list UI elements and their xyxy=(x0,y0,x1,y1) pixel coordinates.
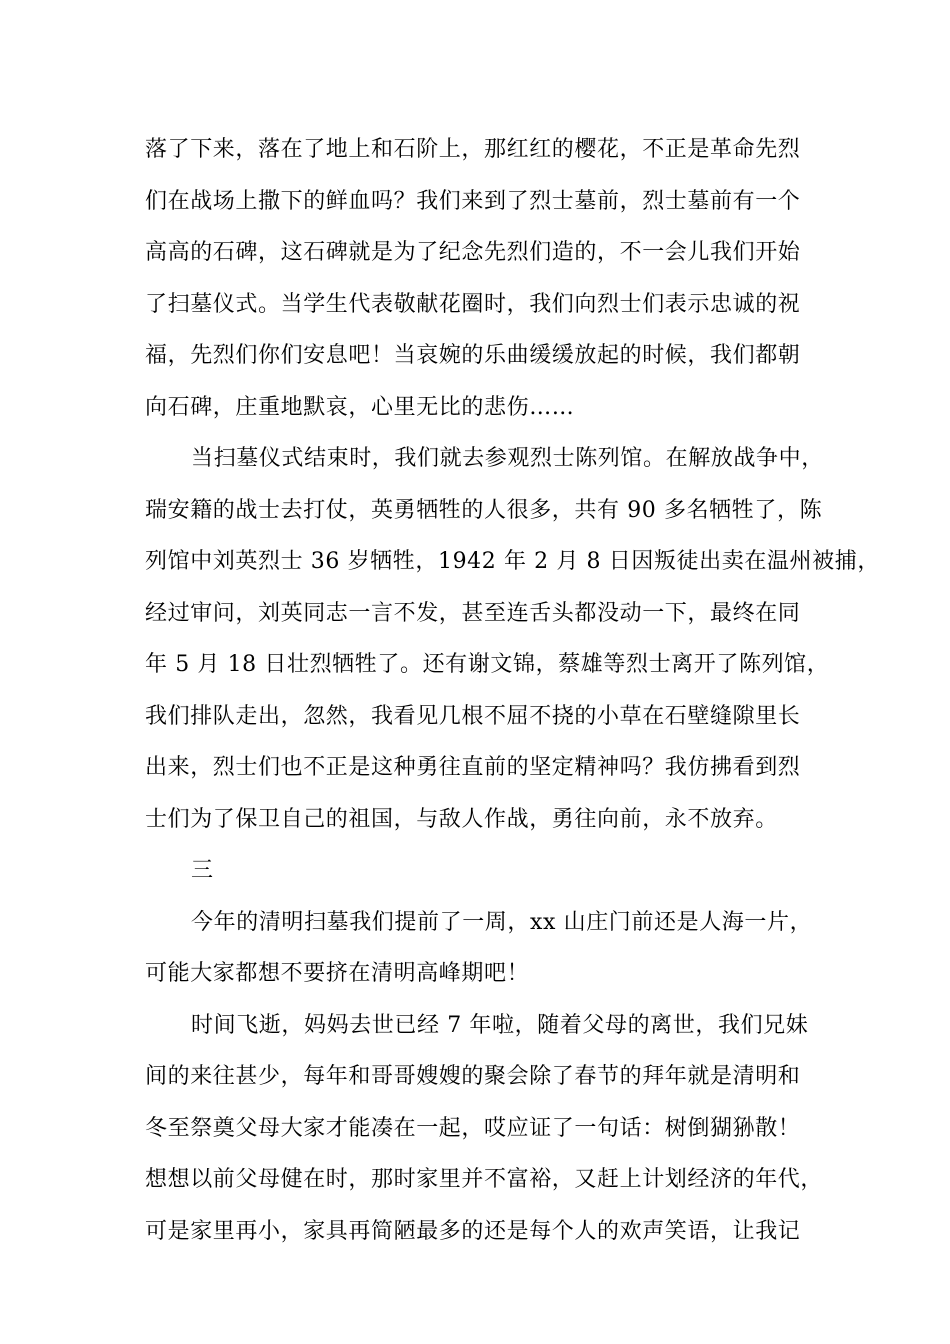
paragraph-start-line: 当扫墓仪式结束时，我们就去参观烈士陈列馆。在解放战争中， xyxy=(191,446,824,471)
text-line: 可是家里再小，家具再简陋最多的还是每个人的欢声笑语，让我记 xyxy=(145,1218,801,1244)
text-line: 我们排队走出，忽然，我看见几根不屈不挠的小草在石壁缝隙里长 xyxy=(145,703,801,729)
text-line: 士们为了保卫自己的祖国，与敌人作战，勇往向前，永不放弃。 xyxy=(145,806,778,832)
text-line: 瑞安籍的战士去打仗，英勇牺牲的人很多，共有 90 多名牺牲了，陈 xyxy=(145,497,823,523)
section-heading: 三 xyxy=(191,858,214,883)
text-line: 列馆中刘英烈士 36 岁牺牲，1942 年 2 月 8 日因叛徒出卖在温州被捕， xyxy=(145,549,880,574)
text-line: 经过审问，刘英同志一言不发，甚至连舌头都没动一下，最终在同 xyxy=(145,600,801,626)
text-line: 可能大家都想不要挤在清明高峰期吧！ xyxy=(145,961,530,986)
text-line: 落了下来，落在了地上和石阶上，那红红的樱花，不正是革命先烈 xyxy=(145,137,801,162)
text-line: 们在战场上撒下的鲜血吗？我们来到了烈士墓前，烈士墓前有一个 xyxy=(145,188,801,214)
text-line: 福，先烈们你们安息吧！当哀婉的乐曲缓缓放起的时候，我们都朝 xyxy=(145,343,801,368)
paragraph-start-line: 时间飞逝，妈妈去世已经 7 年啦，随着父母的离世，我们兄妹 xyxy=(191,1012,809,1038)
text-line: 了扫墓仪式。当学生代表敬献花圈时，我们向烈士们表示忠诚的祝 xyxy=(145,291,801,317)
text-line: 向石碑，庄重地默哀，心里无比的悲伤…… xyxy=(145,394,575,420)
text-line: 想想以前父母健在时，那时家里并不富裕，又赶上计划经济的年代， xyxy=(145,1167,824,1192)
text-line: 高高的石碑，这石碑就是为了纪念先烈们造的，不一会儿我们开始 xyxy=(145,240,801,265)
document-body xyxy=(145,124,880,1257)
paragraph-start-line: 今年的清明扫墓我们提前了一周，xx 山庄门前还是人海一片， xyxy=(191,909,813,935)
text-line: 年 5 月 18 日壮烈牺牲了。还有谢文锦，蔡雄等烈士离开了陈列馆， xyxy=(145,652,830,677)
text-line: 间的来往甚少，每年和哥哥嫂嫂的聚会除了春节的拜年就是清明和 xyxy=(145,1064,801,1089)
text-line: 出来，烈士们也不正是这种勇往直前的坚定精神吗？我仿拂看到烈 xyxy=(145,755,801,780)
text-line: 冬至祭奠父母大家才能凑在一起，哎应证了一句话：树倒猢狲散！ xyxy=(145,1115,801,1141)
